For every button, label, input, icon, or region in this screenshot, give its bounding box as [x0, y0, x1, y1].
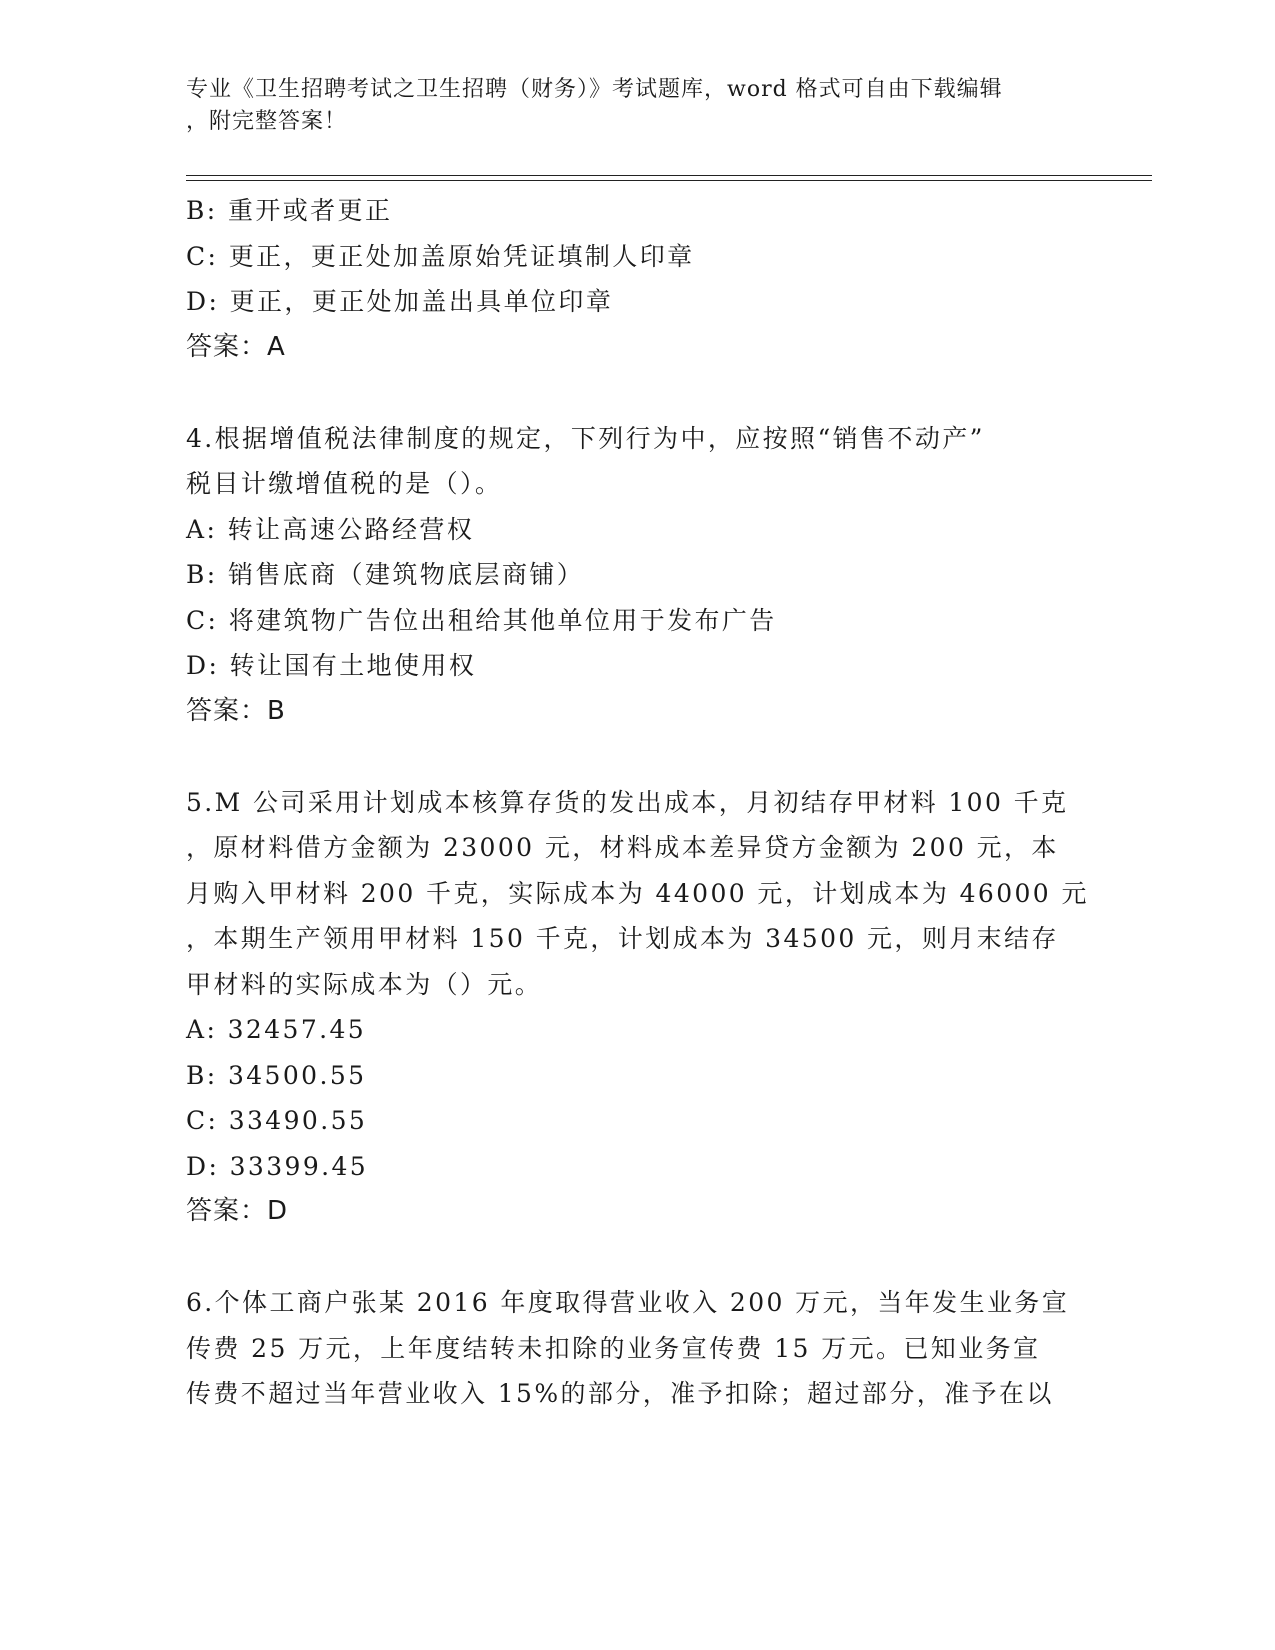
question-stem-line: 传费 25 万元，上年度结转未扣除的业务宣传费 15 万元。已知业务宣 [186, 1333, 1041, 1363]
answer-label: 答案：A [186, 331, 286, 362]
question-stem-line: 税目计缴增值税的是（）。 [186, 469, 503, 498]
option-d: D: 33399.45 [186, 1151, 369, 1181]
option-c: C: 将建筑物广告位出租给其他单位用于发布广告 [186, 605, 777, 635]
option-b: B: 重开或者更正 [186, 196, 393, 225]
question-stem-line: 6.个体工商户张某 2016 年度取得营业收入 200 万元，当年发生业务宣 [186, 1288, 1070, 1317]
header-line-2: ，附完整答案！ [186, 109, 348, 134]
question-6 [186, 1280, 1086, 1417]
question-stem-line: 月购入甲材料 200 千克，实际成本为 44000 元，计划成本为 46000 元 [186, 878, 1089, 908]
document-header [186, 74, 1066, 138]
question-3 [186, 188, 1086, 370]
option-a: A: 32457.45 [186, 1015, 367, 1044]
spacer [186, 734, 1086, 780]
question-stem-line: 5.M 公司采用计划成本核算存货的发出成本，月初结存甲材料 100 千克 [186, 787, 1069, 817]
header-rule-bottom [186, 180, 1152, 181]
option-b: B: 销售底商（建筑物底层商铺） [186, 560, 585, 589]
option-c: C: 33490.55 [186, 1106, 368, 1135]
spacer [186, 370, 1086, 416]
spacer [186, 1235, 1086, 1281]
question-stem-line: ，本期生产领用甲材料 150 千克，计划成本为 34500 元，则月末结存 [186, 924, 1059, 953]
option-d: D: 更正，更正处加盖出具单位印章 [186, 287, 614, 316]
question-stem-line: 传费不超过当年营业收入 15%的部分，准予扣除；超过部分，准予在以 [186, 1379, 1054, 1408]
option-a: A: 转让高速公路经营权 [186, 514, 475, 544]
question-5 [186, 780, 1089, 1235]
question-stem-line: ，原材料借方金额为 23000 元，材料成本差异贷方金额为 200 元，本 [186, 833, 1059, 862]
option-c: C: 更正，更正处加盖原始凭证填制人印章 [186, 241, 695, 271]
option-b: B: 34500.55 [186, 1060, 367, 1090]
question-content [186, 188, 1089, 1417]
question-4 [186, 416, 1086, 735]
header-line-1: 专业《卫生招聘考试之卫生招聘（财务）》考试题库，word 格式可自由下载编辑 [186, 77, 1003, 102]
question-stem-line: 4.根据增值税法律制度的规定，下列行为中，应按照“销售不动产” [186, 423, 985, 453]
answer-label: 答案：B [186, 695, 286, 726]
question-stem-line: 甲材料的实际成本为（）元。 [186, 969, 543, 999]
answer-label: 答案：D [186, 1196, 289, 1226]
option-d: D: 转让国有土地使用权 [186, 651, 477, 680]
header-rule-top [186, 175, 1152, 176]
